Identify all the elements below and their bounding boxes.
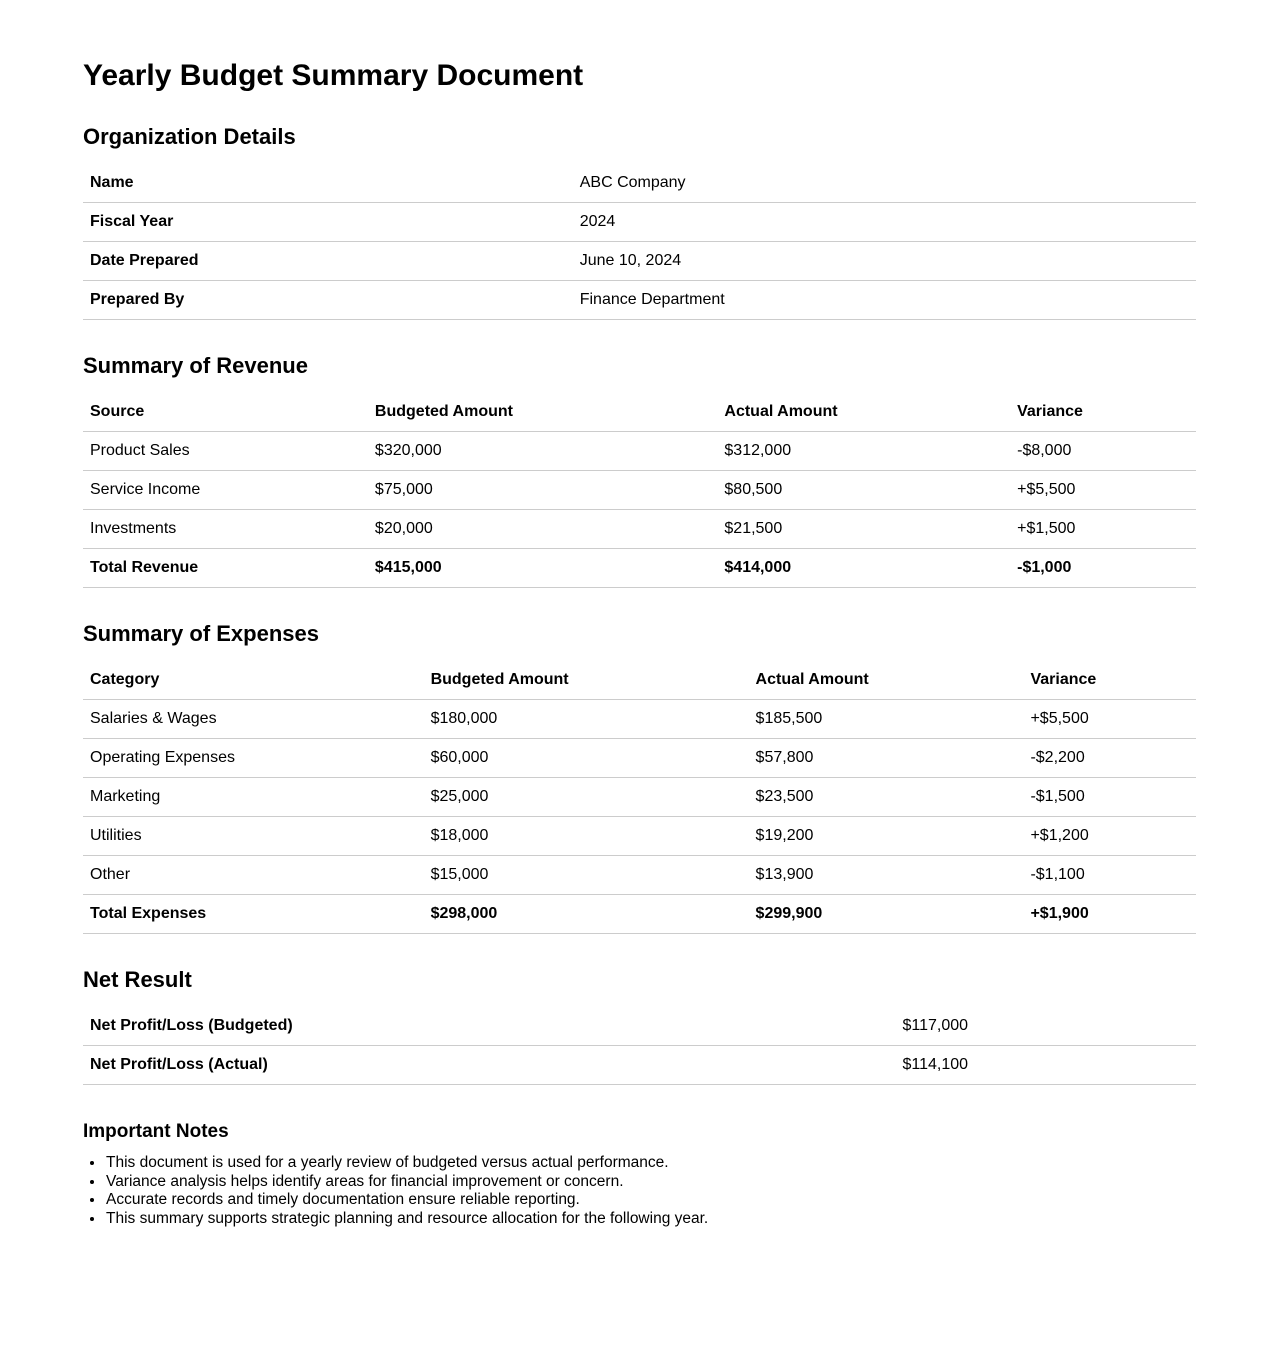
table-row: [83, 281, 1196, 320]
revenue-summary-heading: Summary of Revenue: [83, 353, 308, 378]
expenses-total-budgeted: $298,000: [424, 895, 749, 934]
section-expenses-summary: [83, 621, 1196, 934]
expenses-col-actual: Actual Amount: [749, 661, 1024, 700]
revenue-cell: $312,000: [717, 432, 1010, 471]
revenue-cell: +$1,500: [1010, 510, 1196, 549]
table-row: [83, 739, 1196, 778]
revenue-cell: $320,000: [368, 432, 717, 471]
expenses-cell: $60,000: [424, 739, 749, 778]
revenue-cell: Product Sales: [83, 432, 368, 471]
expenses-cell: $185,500: [749, 700, 1024, 739]
table-row: [83, 778, 1196, 817]
section-net-result: [83, 967, 1196, 1085]
revenue-total-variance: -$1,000: [1010, 549, 1196, 588]
revenue-cell: +$5,500: [1010, 471, 1196, 510]
table-row: [83, 432, 1196, 471]
expenses-col-category: Category: [83, 661, 424, 700]
note-item: • Variance analysis helps identify areas for financial improvement or concern.: [105, 1173, 1196, 1192]
expenses-col-budgeted: Budgeted Amount: [424, 661, 749, 700]
expenses-cell: Other: [83, 856, 424, 895]
net-result-table: [83, 1007, 1196, 1085]
net-result-heading: Net Result: [83, 967, 192, 992]
table-row: [83, 856, 1196, 895]
expenses-total-actual: $299,900: [749, 895, 1024, 934]
table-row: [83, 471, 1196, 510]
table-row: [83, 700, 1196, 739]
net-budgeted-label: Net Profit/Loss (Budgeted): [83, 1007, 895, 1046]
expenses-cell: -$1,500: [1023, 778, 1196, 817]
note-item: • This summary supports strategic planning and resource allocation for the following year.: [105, 1210, 1196, 1229]
table-row: [83, 1046, 1196, 1085]
expenses-cell: Utilities: [83, 817, 424, 856]
expenses-cell: $18,000: [424, 817, 749, 856]
important-notes-heading: Important Notes: [83, 1121, 229, 1142]
expenses-total-variance: +$1,900: [1023, 895, 1196, 934]
revenue-cell: Investments: [83, 510, 368, 549]
expenses-table: [83, 661, 1196, 934]
revenue-col-source: Source: [83, 393, 368, 432]
table-header-row: [83, 393, 1196, 432]
revenue-col-budgeted: Budgeted Amount: [368, 393, 717, 432]
expenses-total-label: Total Expenses: [83, 895, 424, 934]
section-revenue-summary: [83, 353, 1196, 588]
table-row: [83, 164, 1196, 203]
note-item: • This document is used for a yearly review of budgeted versus actual performance.: [105, 1154, 1196, 1173]
expenses-cell: Marketing: [83, 778, 424, 817]
expenses-summary-heading: Summary of Expenses: [83, 621, 319, 646]
net-actual-value: $114,100: [895, 1046, 1196, 1085]
revenue-total-actual: $414,000: [717, 549, 1010, 588]
expenses-cell: +$1,200: [1023, 817, 1196, 856]
table-row: [83, 242, 1196, 281]
table-row: [83, 510, 1196, 549]
section-important-notes: [83, 1121, 1196, 1228]
organization-details-table: [83, 164, 1196, 320]
revenue-col-actual: Actual Amount: [717, 393, 1010, 432]
org-label-name: Name: [83, 164, 573, 203]
revenue-total-row: [83, 549, 1196, 588]
revenue-cell: $21,500: [717, 510, 1010, 549]
expenses-cell: Operating Expenses: [83, 739, 424, 778]
revenue-total-budgeted: $415,000: [368, 549, 717, 588]
revenue-table: [83, 393, 1196, 588]
org-label-prepared-by: Prepared By: [83, 281, 573, 320]
expenses-cell: $180,000: [424, 700, 749, 739]
org-value-date-prepared: June 10, 2024: [573, 242, 1196, 281]
revenue-col-variance: Variance: [1010, 393, 1196, 432]
budget-summary-document: [0, 61, 1278, 1268]
org-label-fiscal-year: Fiscal Year: [83, 203, 573, 242]
org-value-prepared-by: Finance Department: [573, 281, 1196, 320]
expenses-cell: $15,000: [424, 856, 749, 895]
revenue-total-label: Total Revenue: [83, 549, 368, 588]
expenses-cell: $25,000: [424, 778, 749, 817]
revenue-cell: -$8,000: [1010, 432, 1196, 471]
table-header-row: [83, 661, 1196, 700]
revenue-cell: $75,000: [368, 471, 717, 510]
expenses-cell: +$5,500: [1023, 700, 1196, 739]
expenses-cell: $13,900: [749, 856, 1024, 895]
org-label-date-prepared: Date Prepared: [83, 242, 573, 281]
revenue-cell: $20,000: [368, 510, 717, 549]
net-actual-label: Net Profit/Loss (Actual): [83, 1046, 895, 1085]
net-budgeted-value: $117,000: [895, 1007, 1196, 1046]
org-value-fiscal-year: 2024: [573, 203, 1196, 242]
org-value-name: ABC Company: [573, 164, 1196, 203]
expenses-cell: $19,200: [749, 817, 1024, 856]
table-row: [83, 1007, 1196, 1046]
expenses-cell: Salaries & Wages: [83, 700, 424, 739]
revenue-cell: $80,500: [717, 471, 1010, 510]
expenses-cell: $23,500: [749, 778, 1024, 817]
organization-details-heading: Organization Details: [83, 124, 296, 149]
table-row: [83, 203, 1196, 242]
expenses-cell: $57,800: [749, 739, 1024, 778]
note-item: • Accurate records and timely documentation ensure reliable reporting.: [105, 1191, 1196, 1210]
expenses-total-row: [83, 895, 1196, 934]
expenses-cell: -$1,100: [1023, 856, 1196, 895]
revenue-cell: Service Income: [83, 471, 368, 510]
table-row: [83, 817, 1196, 856]
expenses-cell: -$2,200: [1023, 739, 1196, 778]
page-title: Yearly Budget Summary Document: [83, 59, 584, 92]
expenses-col-variance: Variance: [1023, 661, 1196, 700]
section-organization-details: [83, 124, 1196, 320]
notes-list: [83, 1154, 1196, 1228]
